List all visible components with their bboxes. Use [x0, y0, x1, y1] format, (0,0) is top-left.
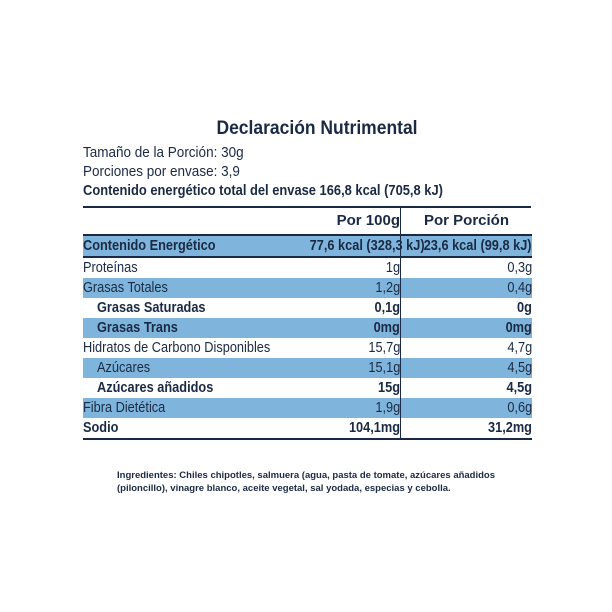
table-header — [83, 208, 532, 235]
table-row — [83, 235, 532, 257]
row-label: Azúcares añadidos — [97, 380, 214, 396]
row-label: Contenido Energético — [83, 238, 216, 254]
table-row — [83, 398, 532, 418]
table-row — [83, 318, 532, 338]
row-label: Grasas Trans — [97, 320, 178, 336]
row-label: Grasas Totales — [83, 280, 168, 296]
row-value-per-100g: 77,6 kcal (328,3 kJ) — [309, 238, 425, 254]
row-value-per-100g: 0mg — [373, 320, 400, 336]
row-value-per-portion: 0,3g — [507, 260, 532, 276]
row-value-per-100g: 15,1g — [368, 360, 400, 376]
row-value-per-portion: 4,5g — [506, 380, 532, 396]
nutrition-label — [83, 115, 531, 440]
row-value-per-100g: 1g — [385, 260, 400, 276]
ingredients-list: Chiles chipotles, salmuera (agua, pasta de tomate, azúcares añadidos (piloncillo), vinagre blanco, aceite vegetal, sal yodada, especias y cebolla. — [117, 470, 496, 494]
column-header-per-100g: Por 100g — [294, 208, 401, 235]
row-value-per-portion: 4,5g — [507, 360, 532, 376]
row-value-per-portion: 0g — [517, 300, 532, 316]
row-value-per-portion: 0,4g — [507, 280, 532, 296]
servings-per-container: Porciones por envase: 3,9 — [83, 163, 240, 180]
table-row — [83, 278, 532, 298]
row-value-per-portion: 31,2mg — [488, 420, 532, 436]
row-label: Azúcares — [97, 360, 151, 376]
row-value-per-100g: 1,2g — [375, 280, 400, 296]
row-value-per-100g: 0,1g — [374, 300, 400, 316]
row-value-per-100g: 15,7g — [368, 340, 400, 356]
row-label: Proteínas — [83, 260, 138, 276]
total-energy: Contenido energético total del envase 166,8 kcal (705,8 kJ) — [83, 182, 443, 199]
table-row — [83, 358, 532, 378]
row-label: Grasas Saturadas — [97, 300, 206, 316]
row-label: Fibra Dietética — [83, 400, 166, 416]
row-value-per-portion: 0,6g — [507, 400, 532, 416]
table-row — [83, 257, 532, 278]
serving-size: Tamaño de la Porción: 30g — [83, 144, 244, 161]
row-label: Hidratos de Carbono Disponibles — [83, 340, 271, 356]
nutrition-table — [83, 208, 532, 440]
ingredients-label: Ingredientes: — [117, 470, 177, 481]
label-title: Declaración Nutrimental — [216, 118, 418, 139]
row-value-per-portion: 0mg — [505, 320, 532, 336]
row-value-per-100g: 15g — [378, 380, 400, 396]
table-row — [83, 338, 532, 358]
row-value-per-portion: 4,7g — [507, 340, 532, 356]
ingredients-text — [117, 469, 547, 495]
table-row — [83, 378, 532, 398]
row-value-per-100g: 1,9g — [375, 400, 400, 416]
column-header-per-portion: Por Porción — [401, 208, 533, 235]
row-label: Sodio — [83, 420, 119, 436]
table-row — [83, 418, 532, 439]
row-value-per-100g: 104,1mg — [348, 420, 400, 436]
row-value-per-portion: 23,6 kcal (99,8 kJ) — [424, 238, 532, 254]
table-row — [83, 298, 532, 318]
